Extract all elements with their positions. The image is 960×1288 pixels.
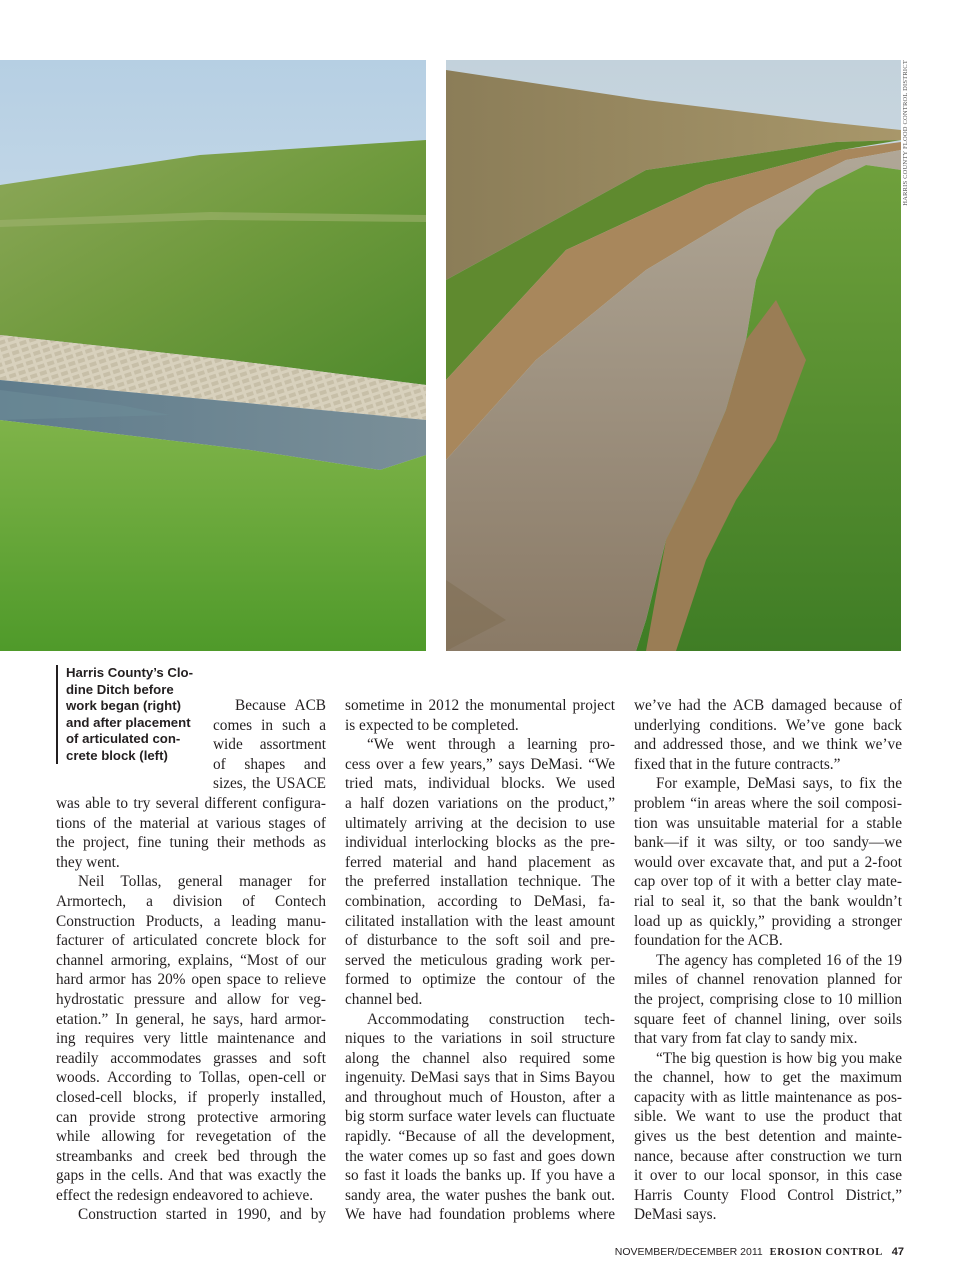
- text-line: the preferred installation technique. The: [345, 873, 615, 891]
- text-line: gives us the best detention and mainte-: [634, 1128, 902, 1146]
- text-line: along the channel also required some: [345, 1049, 615, 1067]
- text-line: For example, DeMasi says, to fix the: [656, 775, 902, 793]
- text-line: Construction started in 1990, and by: [78, 1206, 326, 1224]
- text-line: cap over top of it with a better clay mate-: [634, 873, 902, 891]
- photo-ditch-before-image: [446, 60, 901, 651]
- caption-line: work began (right): [66, 698, 182, 713]
- text-column-3: [634, 696, 902, 1225]
- text-line: cess over a few years,” says DeMasi. “We: [345, 755, 615, 773]
- text-line: ingenuity. DeMasi says that in Sims Bayou: [345, 1069, 615, 1087]
- text-line: tion was unsuitable material for a stable: [634, 814, 902, 832]
- text-line: ultimately arriving at the decision to use: [345, 814, 615, 832]
- text-line: sible. We want to use the product that: [634, 1108, 902, 1126]
- text-line: would over excavate that, and put a 2-foot: [634, 853, 902, 871]
- caption-line: and after placement: [66, 714, 191, 730]
- text-line: big storm surface water levels can fluctuate: [345, 1108, 615, 1126]
- text-line: cilitated installation with the least amount: [345, 912, 615, 930]
- text-line: combination, according to DeMasi, fa-: [345, 892, 615, 910]
- footer-issue-date: NOVEMBER/DECEMBER 2011: [614, 1246, 763, 1258]
- text-line: capacity with as little maintenance as pos-: [634, 1088, 902, 1106]
- text-line: sometime in 2012 the monumental project: [345, 697, 615, 714]
- text-line: of disturbance to the soft soil and pre-: [345, 932, 615, 950]
- text-line: DeMasi says.: [634, 1206, 717, 1224]
- photo-credit: HARRIS COUNTY FLOOD CONTROL DISTRICT: [902, 60, 909, 206]
- text-line: so fast it loads the banks up. If you have a: [345, 1167, 615, 1185]
- text-line: hydrostatic pressure and allow for veg-: [56, 990, 326, 1008]
- text-line: Because ACB: [235, 697, 326, 714]
- text-line: comes in such a: [213, 716, 326, 734]
- text-line: woods. According to Tollas, open-cell or: [56, 1069, 326, 1087]
- text-line: while allowing for revegetation of the: [56, 1128, 326, 1146]
- text-line: ing requires very little maintenance and: [56, 1030, 326, 1048]
- text-line: channel bed.: [345, 990, 423, 1008]
- caption-line: of articulated con-: [66, 731, 181, 746]
- text-line: channel armoring, explains, “Most of our: [56, 951, 326, 969]
- text-line: closed-cell blocks, if properly installed,: [56, 1088, 326, 1106]
- text-line: served the meticulous grading work per-: [345, 951, 615, 969]
- text-column-1: [56, 794, 326, 1225]
- text-line: the channel, how to get the maximum: [634, 1069, 902, 1087]
- photo-caption: [56, 665, 214, 764]
- text-line: streambanks and creek bed through the: [56, 1147, 326, 1165]
- page-footer: [615, 1246, 904, 1258]
- text-line: Construction Products, a leading manu-: [56, 912, 326, 930]
- text-line: underlying conditions. We’ve gone back: [634, 716, 902, 734]
- text-line: load up as quickly,” providing a stronger: [634, 912, 902, 930]
- text-line: wide assortment: [213, 736, 326, 754]
- text-line: We have had foundation problems where: [345, 1206, 615, 1224]
- text-line: foundation for the ACB.: [634, 932, 783, 950]
- photo-ditch-after: [0, 60, 426, 651]
- text-line: “We went through a learning pro-: [367, 736, 615, 754]
- text-line: that vary from fat clay to sandy mix.: [634, 1030, 858, 1048]
- text-line: and addressed those, and we think we’ve: [634, 736, 902, 754]
- text-line: of shapes and: [213, 755, 326, 773]
- text-line: fixed that in the future contracts.”: [634, 755, 841, 773]
- text-line: and throughout much of Houston, after a: [345, 1088, 615, 1106]
- text-line: Neil Tollas, general manager for: [78, 873, 326, 891]
- text-line: Accommodating construction tech-: [367, 1010, 615, 1028]
- text-line: a half dozen variations on the product,”: [345, 794, 615, 812]
- text-line: can provide strong protective armoring: [56, 1108, 326, 1126]
- text-line: readily accommodates grasses and soft: [56, 1049, 326, 1067]
- text-line: gaps in the cells. And that was exactly the: [56, 1167, 326, 1185]
- text-line: Harris County Flood Control District,”: [634, 1186, 902, 1204]
- photo-ditch-before: [446, 60, 901, 651]
- text-line: hard armor has 20% open space to relieve: [56, 971, 326, 989]
- text-line: rapidly. “Because of all the development,: [345, 1128, 615, 1146]
- text-line: problem “in areas where the soil composi-: [634, 794, 902, 812]
- text-line: Armortech, a division of Contech: [56, 892, 326, 910]
- photo-ditch-after-image: [0, 60, 426, 651]
- text-line: “The big question is how big you make: [656, 1049, 902, 1067]
- text-wrap-beside-caption: [213, 696, 326, 794]
- text-line: sandy area, the water pushes the bank out.: [345, 1186, 615, 1204]
- caption-line: dine Ditch before: [66, 681, 174, 697]
- text-line: The agency has completed 16 of the 19: [656, 951, 902, 969]
- footer-page-number: 47: [891, 1246, 904, 1258]
- text-line: miles of channel renovation planned for: [634, 971, 902, 989]
- caption-line: Harris County’s Clo-: [66, 665, 194, 680]
- text-line: niques to the variations in soil structure: [345, 1030, 615, 1048]
- text-line: is expected to be completed.: [345, 716, 519, 734]
- text-line: we’ve had the ACB damaged because of: [634, 697, 902, 714]
- text-line: rial to seal it, so that the bank wouldn’t: [634, 892, 902, 910]
- text-line: the water comes up so fast and goes down: [345, 1147, 615, 1165]
- text-line: was able to try several different configura-: [56, 795, 326, 812]
- text-line: facturer of articulated concrete block for: [56, 932, 326, 950]
- text-line: square feet of channel lining, over soils: [634, 1010, 902, 1028]
- text-line: sizes, the USACE: [213, 775, 326, 793]
- footer-magazine-name: EROSION CONTROL: [769, 1247, 883, 1258]
- text-line: they went.: [56, 853, 120, 871]
- text-line: etation.” In general, he says, hard armor-: [56, 1010, 326, 1028]
- text-line: bank—if it was silty, or too sandy—we: [634, 834, 902, 852]
- text-line: it over to our local sponsor, in this case: [634, 1167, 902, 1185]
- caption-line: crete block (left): [66, 747, 168, 763]
- text-line: formed to optimize the contour of the: [345, 971, 615, 989]
- text-line: effect the redesign endeavored to achieve.: [56, 1186, 314, 1204]
- text-line: the project, comprising close to 10 million: [634, 990, 902, 1008]
- text-line: tions of the material at various stages of: [56, 814, 326, 832]
- text-line: ferred material and hand placement as: [345, 853, 615, 871]
- text-column-2: [345, 696, 615, 1225]
- text-line: the project, fine tuning their methods as: [56, 834, 326, 852]
- text-line: nance, because after construction we turn: [634, 1147, 902, 1165]
- text-line: individual interlocking blocks as the pre-: [345, 834, 615, 852]
- text-line: tried mats, individual blocks. We used: [345, 775, 615, 793]
